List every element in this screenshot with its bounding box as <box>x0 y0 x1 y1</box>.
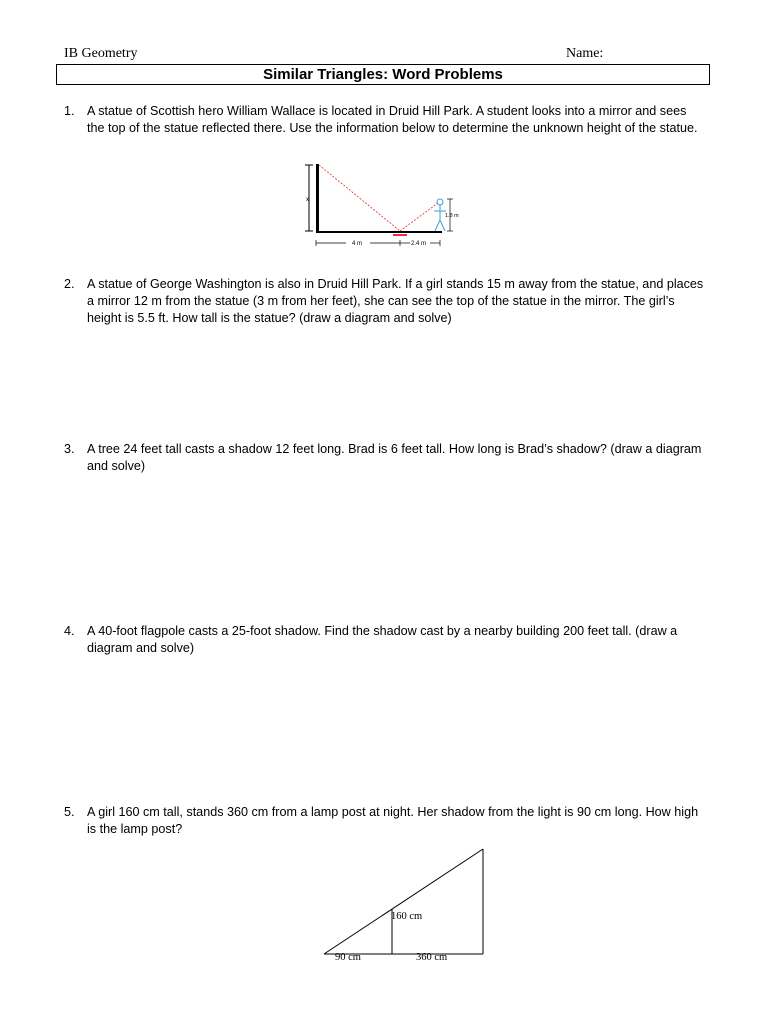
statue <box>316 164 319 232</box>
light-ray <box>324 849 483 954</box>
distance-label: 360 cm <box>416 952 448 963</box>
girl-height-label: 160 cm <box>391 911 423 922</box>
problem-number: 1. <box>64 104 75 118</box>
left-distance-label: 4 m <box>352 241 363 247</box>
person-height-label: 1.8 m <box>445 213 459 219</box>
sight-line-statue <box>319 165 400 231</box>
name-label: Name: <box>566 46 604 61</box>
problem-text: A 40-foot flagpole casts a 25-foot shadow. Find the shadow cast by a nearby building 200 feet tall. (draw a diagram and solve) <box>87 624 678 655</box>
problem-text: A girl 160 cm tall, stands 360 cm from a lamp post at night. Her shadow from the light is 90 cm long. How high is the lamp post? <box>87 805 699 836</box>
figure-statue-mirror <box>300 158 470 253</box>
problem-number: 2. <box>64 277 75 291</box>
problem-text: A tree 24 feet tall casts a shadow 12 feet long. Brad is 6 feet tall. How long is Brad’s shadow? (draw a diagram and solve) <box>87 442 702 473</box>
problem-text: A statue of Scottish hero William Wallace is located in Druid Hill Park. A student looks into a mirror and sees the top of the statue reflected there. Use the information below to determine the unknown height of the statue. <box>87 104 698 135</box>
problem-number: 4. <box>64 624 75 638</box>
statue-height-label: x <box>306 197 309 203</box>
right-distance-label: 2.4 m <box>411 241 427 247</box>
page-title: Similar Triangles: Word Problems <box>56 64 710 85</box>
problem-number: 5. <box>64 805 75 819</box>
sight-line-person <box>400 203 438 231</box>
course-label: IB Geometry <box>64 46 138 61</box>
shadow-label: 90 cm <box>335 952 361 963</box>
problem-text: A statue of George Washington is also in Druid Hill Park. If a girl stands 15 m away from the statue, and places a mirror 12 m from the statue (3 m from her feet), she can see the top of the statue in the mirror. The girl’s height is 5.5 ft. How tall is the statue? (draw a diagram and solve) <box>87 277 704 325</box>
figure-lamp-post <box>318 842 490 964</box>
problem-number: 3. <box>64 442 75 456</box>
